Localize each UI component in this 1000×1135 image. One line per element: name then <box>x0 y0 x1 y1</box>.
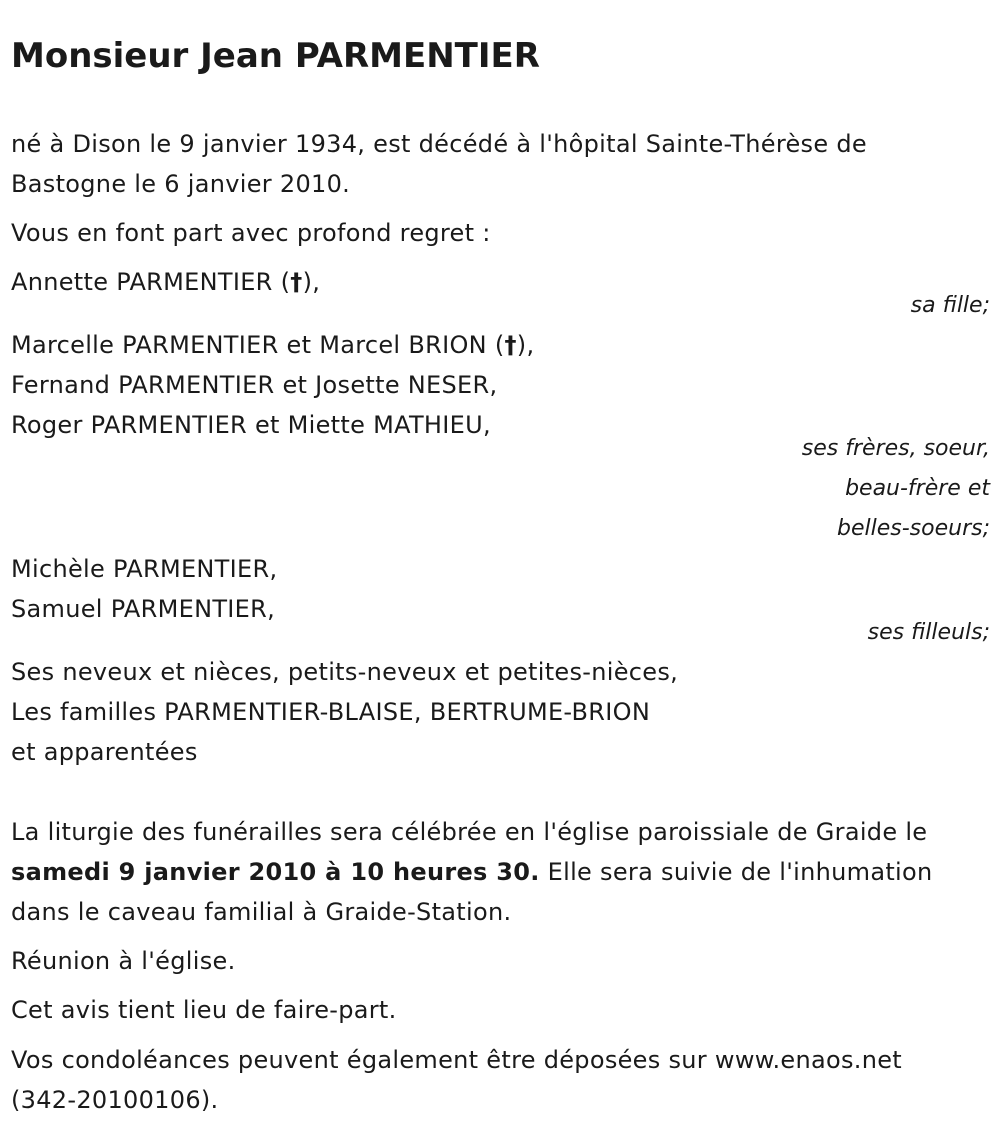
meeting-line: Réunion à l'église. <box>11 947 236 975</box>
family-member: Samuel PARMENTIER, <box>11 595 276 623</box>
family-line: Les familles PARMENTIER-BLAISE, BERTRUME-BRION <box>11 698 651 726</box>
cross-icon: † <box>504 331 517 359</box>
ceremony-line-3: dans le caveau familial à Graide-Station. <box>11 898 512 926</box>
cross-icon: † <box>290 268 303 296</box>
group-siblings <box>11 325 990 445</box>
condolences-line-2: (342-20100106). <box>11 1086 219 1114</box>
relation-line: ses frères, soeur, <box>801 436 990 461</box>
notice-line: Cet avis tient lieu de faire-part. <box>11 996 397 1024</box>
relation-line: beau-frère et <box>845 476 990 501</box>
ceremony-paragraph <box>11 812 990 932</box>
group-extended-family <box>11 652 990 772</box>
family-member: Roger PARMENTIER et Miette MATHIEU, <box>11 411 491 439</box>
family-member: Annette PARMENTIER (†), <box>11 268 321 296</box>
ceremony-datetime: samedi 9 janvier 2010 à 10 heures 30. <box>11 858 540 886</box>
ceremony-line-2: samedi 9 janvier 2010 à 10 heures 30. Elle sera suivie de l'inhumation <box>11 858 933 886</box>
intro-paragraph <box>11 124 990 204</box>
condolences-paragraph <box>11 1040 990 1120</box>
relation-daughter: sa fille; <box>910 293 990 318</box>
family-line: et apparentées <box>11 738 198 766</box>
page-title: Monsieur Jean PARMENTIER <box>11 36 540 76</box>
ceremony-line-1: La liturgie des funérailles sera célébrée en l'église paroissiale de Graide le <box>11 818 928 846</box>
relation-siblings <box>802 429 990 549</box>
group-godchildren <box>11 549 990 629</box>
relation-godchildren: ses filleuls; <box>867 620 990 645</box>
family-member: Fernand PARMENTIER et Josette NESER, <box>11 371 498 399</box>
family-line: Ses neveux et nièces, petits-neveux et petites-nièces, <box>11 658 679 686</box>
intro-line-1: né à Dison le 9 janvier 1934, est décédé à l'hôpital Sainte-Thérèse de <box>11 130 867 158</box>
family-member: Marcelle PARMENTIER et Marcel BRION (†), <box>11 331 535 359</box>
family-member: Michèle PARMENTIER, <box>11 555 278 583</box>
announce-line: Vous en font part avec profond regret : <box>11 219 491 247</box>
condolences-line-1: Vos condoléances peuvent également être déposées sur www.enaos.net <box>11 1046 902 1074</box>
relation-line: belles-soeurs; <box>837 516 990 541</box>
group-daughter <box>11 262 990 302</box>
intro-line-2: Bastogne le 6 janvier 2010. <box>11 170 351 198</box>
